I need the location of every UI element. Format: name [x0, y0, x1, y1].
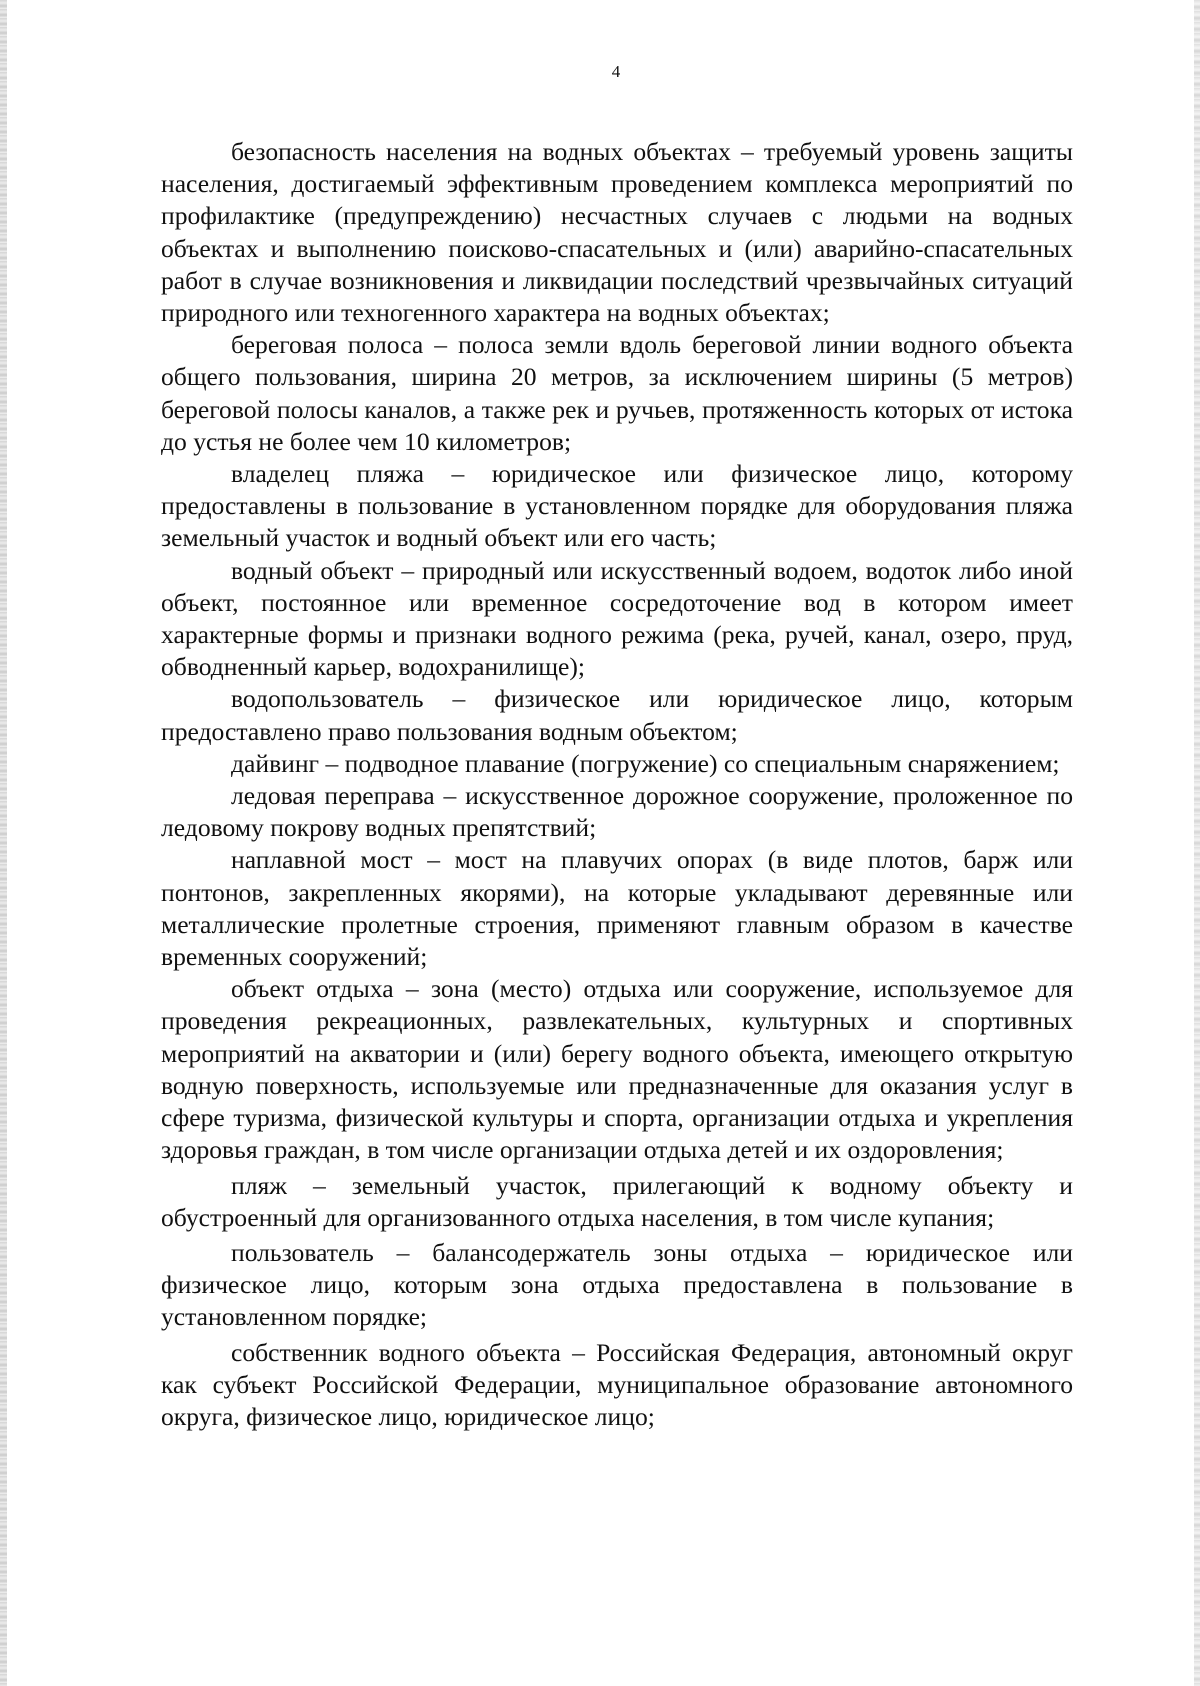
paragraph-plyazh: пляж – земельный участок, прилегающий к водному объекту и обустроенный для организованного отдыха населения, в том числе купания;: [161, 1170, 1073, 1232]
paragraph-vodnyi-obekt: водный объект – природный или искусственный водоем, водоток либо иной объект, постоянное или временное сосредоточение вод в котором имеет характерные формы и признаки водного режима (река, ручей, канал, озеро, пруд, обводненный карьер, водохранилище);: [161, 555, 1073, 682]
scan-edge-left: [0, 0, 7, 1686]
paragraph-vladelets-plyazha: владелец пляжа – юридическое или физическое лицо, которому предоставлены в пользование в установленном порядке для оборудования пляжа земельный участок и водный объект или его часть;: [161, 459, 1073, 553]
document-body: [161, 136, 1073, 1433]
paragraph-daiving: дайвинг – подводное плавание (погружение) со специальным снаряжением;: [231, 748, 1060, 778]
paragraph-naplavnoi-most: наплавной мост – мост на плавучих опорах (в виде плотов, барж или понтонов, закрепленных якорями), на которые укладывают деревянные или металлические пролетные строения, применяют главным образом в качестве временных сооружений;: [161, 845, 1073, 972]
paragraph-vodopolzovatel: водопользователь – физическое или юридическое лицо, которым предоставлено право пользования водным объектом;: [161, 684, 1073, 746]
page-number: 4: [611, 62, 621, 81]
scan-edge-right: [1194, 0, 1200, 1686]
paragraph-beregovaya-polosa: береговая полоса – полоса земли вдоль береговой линии водного объекта общего пользования, ширина 20 метров, за исключением ширины (5 метров) береговой полосы каналов, а также рек и ручьев, протяженность которых от истока до устья не более чем 10 километров;: [161, 330, 1073, 456]
paragraph-polzovatel: пользователь – балансодержатель зоны отдыха – юридическое или физическое лицо, которым зона отдыха предоставлена в пользование в установленном порядке;: [161, 1237, 1073, 1332]
paragraph-sobstvennik-vodnogo-obekta: собственник водного объекта – Российская Федерация, автономный округ как субъект Российской Федерации, муниципальное образование автономного округа, физическое лицо, юридическое лицо;: [161, 1337, 1073, 1431]
paragraph-obekt-otdykha: объект отдыха – зона (место) отдыха или сооружение, используемое для проведения рекреационных, развлекательных, культурных и спортивных мероприятий на акватории и (или) берегу водного объекта, имеющего открытую водную поверхность, используемые или предназначенные для оказания услуг в сфере туризма, физической культуры и спорта, организации отдыха и укрепления здоровья граждан, в том числе организации отдыха детей и их оздоровления;: [161, 974, 1073, 1165]
paragraph-bezopasnost-naseleniya: безопасность населения на водных объектах – требуемый уровень защиты населения, достигаемый эффективным проведением комплекса мероприятий по профилактике (предупреждению) несчастных случаев с людьми на водных объектах и выполнению поисково-спасательных и (или) аварийно-спасательных работ в случае возникновения и ликвидации последствий чрезвычайных ситуаций природного или техногенного характера на водных объектах;: [161, 137, 1073, 328]
paragraph-ledovaya-pereprava: ледовая переправа – искусственное дорожное сооружение, проложенное по ледовому покрову водных препятствий;: [161, 781, 1073, 843]
